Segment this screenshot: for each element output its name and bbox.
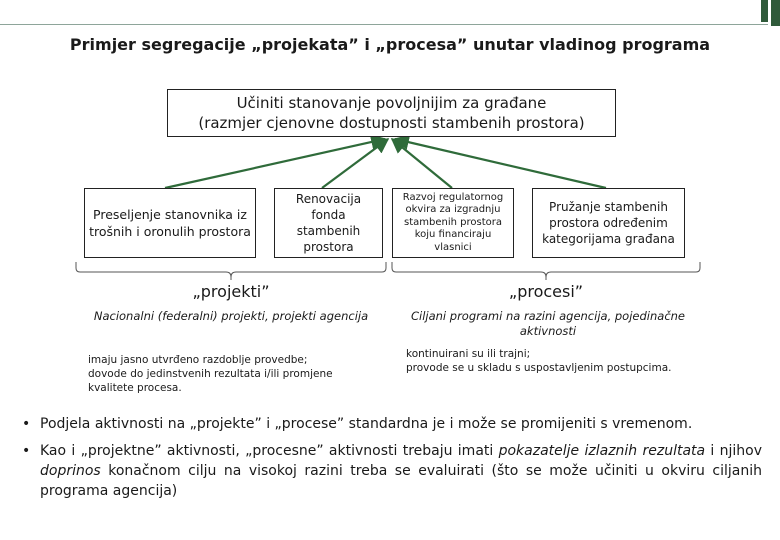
slide-title: Primjer segregacije „projekata” i „procesa” unutar vladinog programa — [69, 35, 711, 54]
bullet-item — [22, 441, 762, 501]
brace-projects — [76, 262, 386, 280]
projects-note-line: kvalitete procesa. — [88, 382, 182, 394]
goal-box — [167, 89, 616, 137]
processes-subtitle-line-1: Ciljani programi na razini agencija, pojedinačne — [410, 309, 686, 323]
bullet-text-part: konačnom cilju na visokoj razini treba se evaluirati (što se može učiniti u okviru ciljanih programa agencija) — [40, 463, 762, 499]
activity-box-regulatory: Razvoj regulatornog okvira za izgradnju stambenih prostora koju financiraju vlasnici — [392, 188, 514, 258]
group-label-processes: „procesi” — [508, 282, 584, 301]
processes-note-line: kontinuirani su ili trajni; — [406, 348, 531, 360]
goal-line-1: Učiniti stanovanje povoljnijim za građane — [236, 94, 547, 112]
processes-subtitle — [398, 309, 698, 339]
bullet-marker: • — [22, 443, 31, 459]
bullet-text-part: Kao i „projektne” aktivnosti, „procesne” aktivnosti trebaju imati — [40, 443, 499, 459]
bullet-text-part: i njihov — [705, 443, 762, 459]
projects-note — [88, 353, 388, 395]
bullet-marker: • — [22, 416, 31, 432]
activity-box-housing-provision: Pružanje stambenih prostora određenim kategorijama građana — [532, 188, 685, 258]
group-label-projects: „projekti” — [192, 282, 270, 301]
bullet-text: Podjela aktivnosti na „projekte” i „procese” standardna je i može se promijeniti s vremenom. — [40, 416, 693, 432]
projects-note-line: dovode do jedinstvenih rezultata i/ili promjene — [88, 368, 333, 380]
activity-box-relocation: Preseljenje stanovnika iz trošnih i oronulih prostora — [84, 188, 256, 258]
projects-subtitle: Nacionalni (federalni) projekti, projekti agencija — [93, 309, 369, 323]
arrow-activity-4 — [395, 139, 606, 188]
bullet-text — [40, 441, 762, 501]
bullet-text-emphasis: doprinos — [40, 463, 101, 479]
bullet-item — [22, 414, 762, 434]
goal-line-2: (razmjer cjenovne dostupnosti stambenih prostora) — [198, 114, 585, 132]
bullet-text-emphasis: pokazatelje izlaznih rezultata — [498, 443, 706, 459]
arrow-activity-1 — [165, 139, 385, 188]
activity-box-renovation: Renovacija fonda stambenih prostora — [274, 188, 383, 258]
processes-note-line: provode se u skladu s uspostavljenim postupcima. — [406, 362, 672, 374]
processes-subtitle-line-2: aktivnosti — [519, 324, 577, 338]
processes-note — [406, 347, 706, 375]
brace-processes — [392, 262, 700, 280]
projects-note-line: imaju jasno utvrđeno razdoblje provedbe; — [88, 354, 308, 366]
